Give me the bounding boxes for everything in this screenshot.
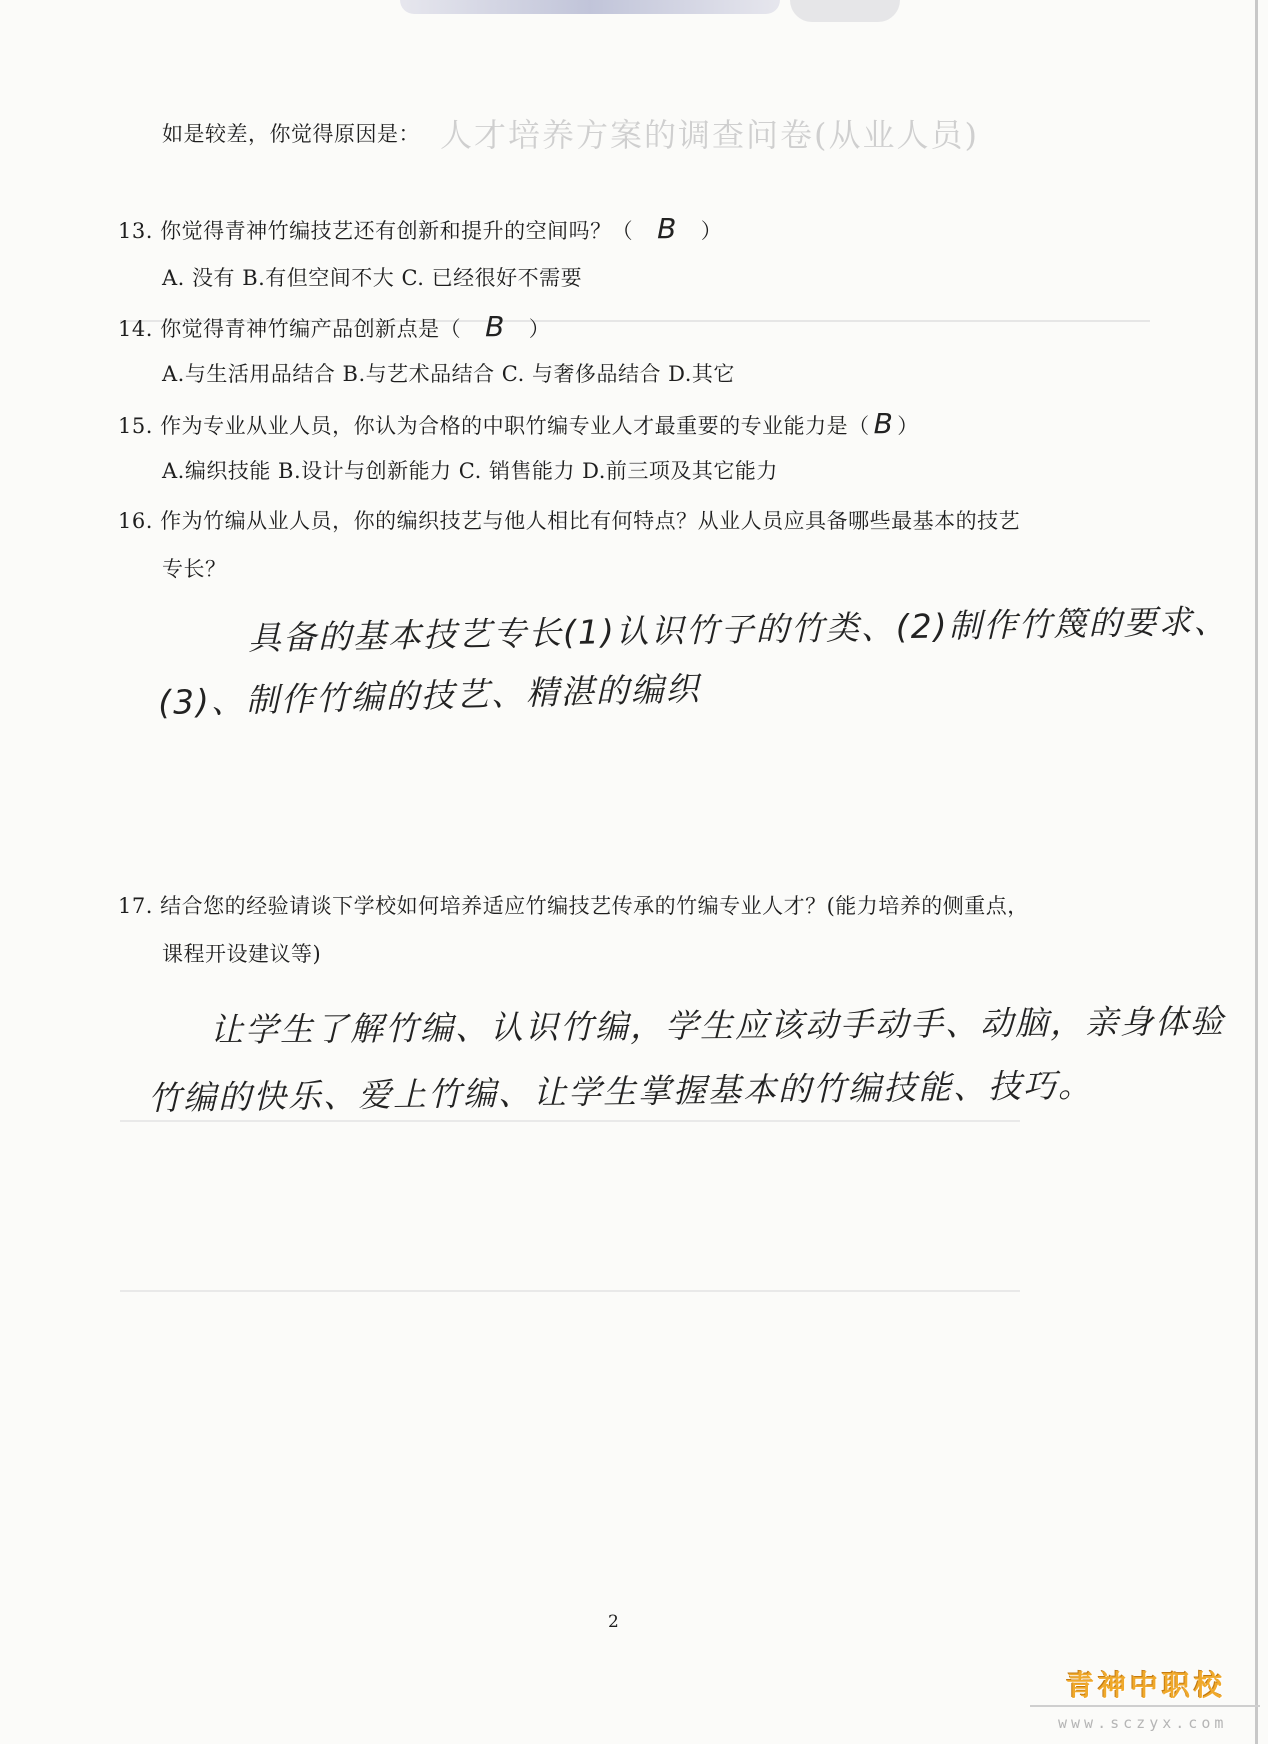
question-14-answer: B (485, 310, 505, 343)
question-15-answer: B (873, 407, 894, 440)
question-13-text: 13. 你觉得青神竹编技艺还有创新和提升的空间吗？（ (118, 219, 634, 243)
question-14 (118, 310, 550, 343)
handwritten-answer-17-line2: 竹编的快乐、爱上竹编、让学生掌握基本的竹编技能、技巧。 (147, 1065, 1094, 1118)
question-15 (118, 407, 919, 440)
bleed-through (120, 1290, 1020, 1292)
watermark-divider (1030, 1705, 1260, 1707)
question-15-text: 15. 作为专业从业人员，你认为合格的中职竹编专业人才最重要的专业能力是（ (118, 414, 870, 438)
question-14-close: ） (528, 317, 551, 341)
question-14-options: A.与生活用品结合 B.与艺术品结合 C. 与奢侈品结合 D.其它 (162, 362, 735, 386)
question-17-line1: 17. 结合您的经验请谈下学校如何培养适应竹编技艺传承的竹编专业人才？(能力培养的侧重点， (118, 894, 1029, 918)
page-edge (1255, 0, 1258, 1744)
question-16-line2: 专长？ (162, 557, 227, 581)
question-13-close: ） (700, 219, 723, 243)
bleed-through-title: 人才培养方案的调查问卷(从业人员) (440, 116, 979, 154)
handwritten-answer-16-line1: 具备的基本技艺专长(1)认识竹子的竹类、(2)制作竹篾的要求、 (247, 601, 1229, 658)
reason-prompt: 如是较差，你觉得原因是： (162, 122, 420, 146)
page-number: 2 (608, 1612, 619, 1632)
question-17-line2: 课程开设建议等) (162, 942, 322, 966)
question-15-close: ） (897, 414, 919, 438)
question-13 (118, 212, 722, 245)
bleed-through (120, 1120, 1020, 1122)
handwritten-answer-16-line2: (3)、制作竹编的技艺、精湛的编织 (157, 668, 702, 723)
watermark-url: www.sczyx.com (1058, 1714, 1228, 1732)
question-15-options: A.编织技能 B.设计与创新能力 C. 销售能力 D.前三项及其它能力 (162, 459, 778, 483)
question-14-text: 14. 你觉得青神竹编产品创新点是（ (118, 317, 462, 341)
question-16-line1: 16. 作为竹编从业人员，你的编织技艺与他人相比有何特点？从业人员应具备哪些最基本的技艺 (118, 509, 1021, 533)
scan-artifact (790, 0, 900, 22)
watermark-logo: 青神中职校 (1066, 1669, 1227, 1702)
scan-artifact (400, 0, 780, 14)
question-13-answer: B (657, 212, 677, 245)
question-13-options: A. 没有 B.有但空间不大 C. 已经很好不需要 (162, 266, 583, 290)
handwritten-answer-17-line1: 让学生了解竹编、认识竹编，学生应该动手动手、动脑，亲身体验 (209, 1001, 1226, 1050)
